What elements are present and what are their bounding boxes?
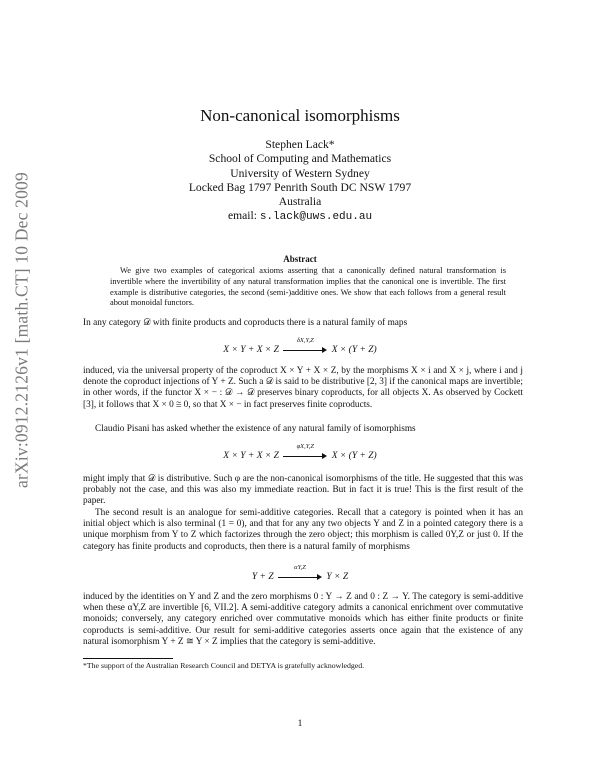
email-line	[0, 209, 600, 223]
equation-phi	[0, 443, 600, 462]
equation-lhs: X × Y + X × Z	[223, 451, 279, 462]
equation-delta	[0, 337, 600, 356]
abstract-heading: Abstract	[283, 254, 317, 264]
arxiv-id-text: arXiv:0912.2126v1 [math.CT] 10 Dec 2009	[11, 172, 32, 488]
arrow-label: φX,Y,Z	[296, 443, 315, 450]
footnote: *The support of the Australian Research Council and DETYA is gratefully acknowledged.	[83, 661, 365, 670]
abstract-text: We give two examples of categorical axioms asserting that a canonically defined natural transformation is invertible where the invertibility of any natural transformation implies that the canonical one is invertible. The first example is distributive categories, the second (semi-)additive ones. We show that each follows from a general result about monoidal functors.	[110, 266, 506, 308]
body-paragraph: The second result is an analogue for semi-additive categories. Recall that a category is pointed when it has an initial object which is also terminal (1 = 0), and that for any any two objects Y and Z in a pointed category there is a unique morphism from Y to Z which factorizes through the zero object; this morphism is called 0Y,Z or just 0. If the category has finite products and coproducts, then there is a natural family of morphisms	[83, 508, 523, 552]
arrow-label: δX,Y,Z	[296, 337, 314, 344]
equation-lhs: X × Y + X × Z	[223, 345, 279, 356]
affiliation-line: School of Computing and Mathematics	[208, 152, 392, 166]
email-label: email:	[227, 209, 257, 223]
page-number: 1	[297, 719, 303, 729]
author-block	[0, 138, 600, 224]
arrow-label: αY,Z	[294, 564, 306, 571]
body-paragraph: Claudio Pisani has asked whether the existence of any natural family of isomorphisms	[95, 424, 416, 434]
equation-rhs: Y × Z	[326, 572, 349, 583]
body-paragraph: induced, via the universal property of the coproduct X × Y + X × Z, by the morphisms X × i and X × j, where i and j denote the coproduct injections of Y + Z. Such a 𝒟 is said to be distributive [2, 3] if the canonical maps are invertible; in other words, if the functor X × − : 𝒟 → 𝒟 preserves binary coproducts, for all objects X. As observed by Cockett [3], it follows that X × 0 ≅ 0, so that X × − in fact preserves finite coproducts.	[83, 366, 523, 410]
author-name: Stephen Lack*	[265, 138, 335, 151]
arrow	[283, 337, 327, 355]
paper-title: Non-canonical isomorphisms	[200, 106, 400, 125]
body-paragraph: In any category 𝒟 with finite products and coproducts there is a natural family of maps	[83, 318, 408, 328]
equation-lhs: Y + Z	[251, 572, 274, 583]
equation-alpha	[0, 564, 600, 583]
body-paragraph: induced by the identities on Y and Z and the zero morphisms 0 : Y → Z and 0 : Z → Y. The category is semi-additive when these αY,Z are invertible [6, VII.2]. A semi-additive category admits a canonical enrichment over commutative monoids; conversely, any category enriched over commutative monoids which has either finite products or finite coproducts is semi-additive. Our result for semi-additive categories asserts once again that the existence of any natural isomorphism Y + Z ≅ Y × Z implies that the category is semi-additive.	[83, 592, 523, 647]
arrow	[283, 443, 327, 461]
email-address[interactable]: s.lack@uws.edu.au	[259, 211, 373, 224]
footnote-rule	[83, 658, 173, 659]
equation-rhs: X × (Y + Z)	[331, 345, 377, 356]
equation-rhs: X × (Y + Z)	[331, 451, 377, 462]
affiliation-line: University of Western Sydney	[230, 166, 370, 180]
arrow	[278, 564, 322, 582]
affiliation-line: Australia	[278, 195, 322, 209]
body-paragraph: might imply that 𝒟 is distributive. Such φ are the non-canonical isomorphisms of the title. He suggested that this was probably not the case, and this was also my immediate reaction. But in fact it is true! This is the first result of the paper.	[83, 474, 523, 507]
affiliation-line: Locked Bag 1797 Penrith South DC NSW 1797	[188, 180, 412, 194]
